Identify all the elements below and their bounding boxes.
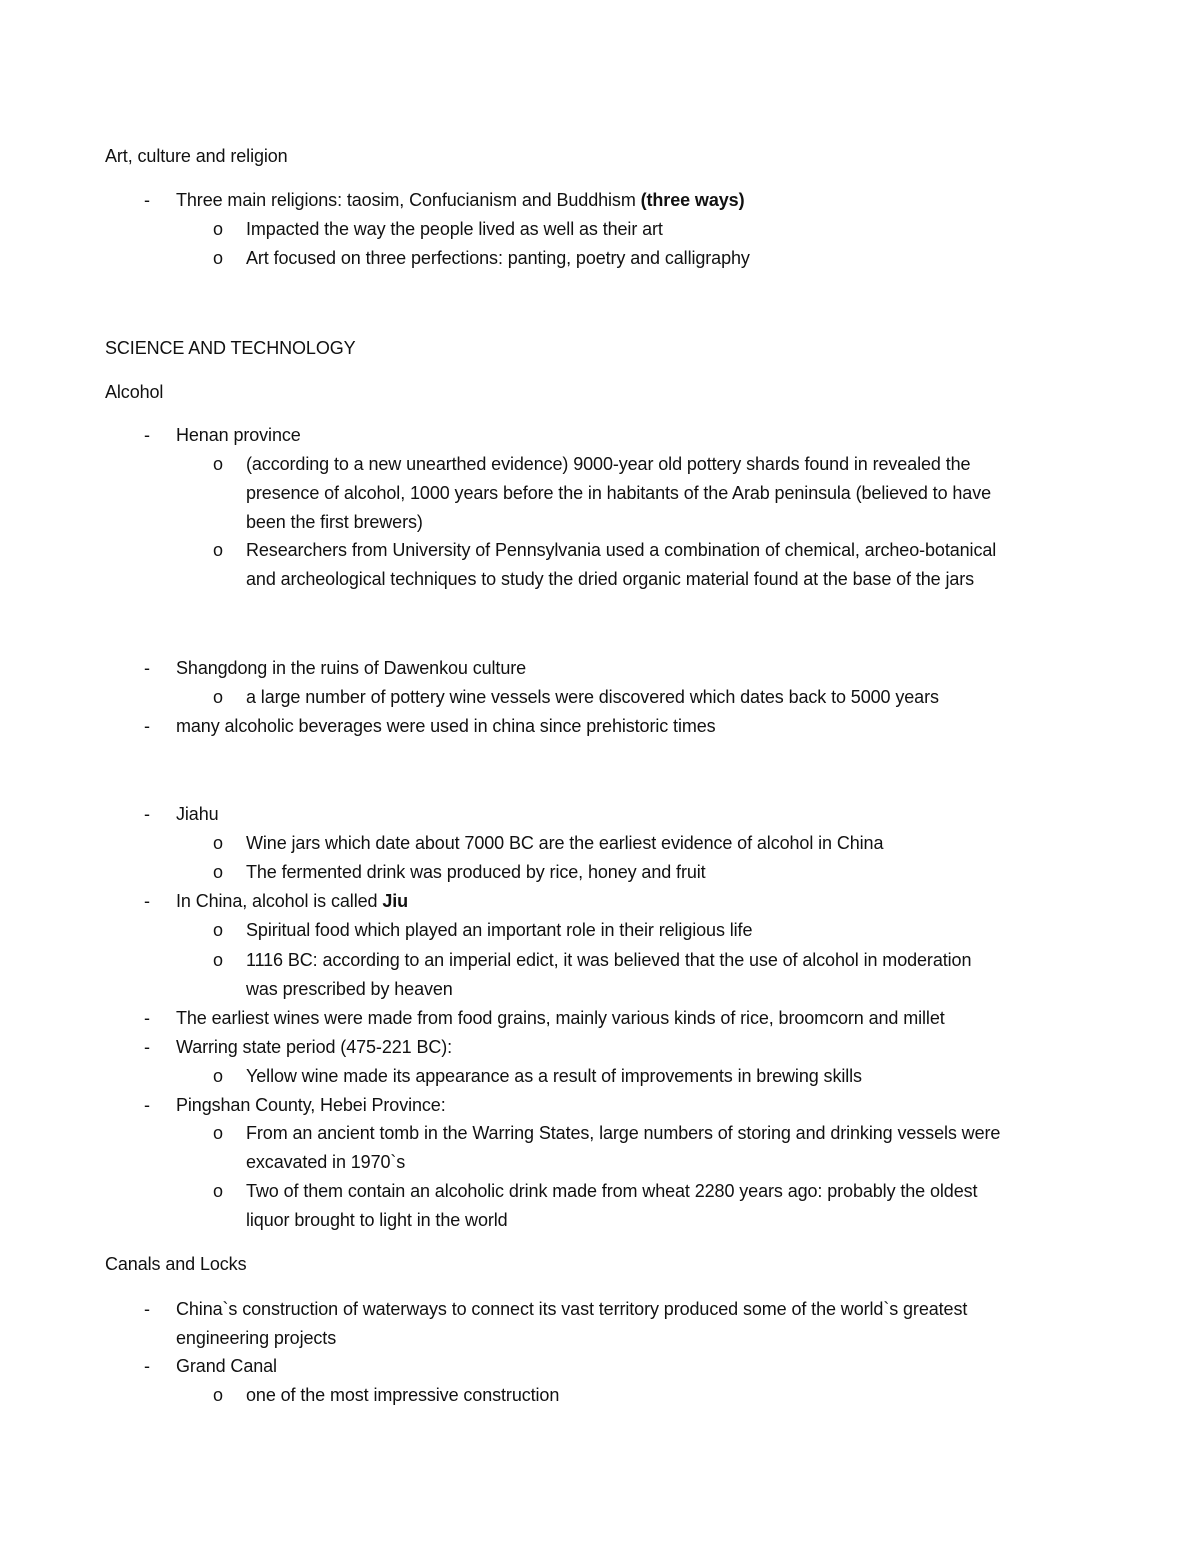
sub-bullet-o: o	[213, 1066, 224, 1086]
bullet-dash: -	[144, 658, 150, 678]
sub-bullet-o: o	[213, 1123, 224, 1143]
sub-bullet-text: one of the most impressive construction	[246, 1385, 560, 1405]
sub-bullet-text: Yellow wine made its appearance as a result of improvements in brewing skills	[246, 1066, 862, 1086]
bullet-dash: -	[144, 1008, 150, 1028]
sub-bullet-text-cont: liquor brought to light in the world	[246, 1210, 508, 1230]
sub-bullet-o: o	[213, 248, 224, 268]
bullet-text: many alcoholic beverages were used in china since prehistoric times	[176, 716, 716, 736]
bullet-dash: -	[144, 425, 150, 445]
sub-bullet-o: o	[213, 920, 224, 940]
sub-bullet-o: o	[213, 540, 224, 560]
bullet-dash: -	[144, 1037, 150, 1057]
sub-bullet-text: Spiritual food which played an important role in their religious life	[246, 920, 753, 940]
sub-bullet-o: o	[213, 950, 224, 970]
sub-bullet-o: o	[213, 219, 224, 239]
sub-bullet-text: The fermented drink was produced by rice, honey and fruit	[246, 862, 706, 882]
sub-bullet-text: Impacted the way the people lived as well as their art	[246, 219, 663, 239]
sub-bullet-text-cont: been the first brewers)	[246, 512, 423, 532]
sub-bullet-o: o	[213, 687, 224, 707]
bullet-text	[176, 890, 408, 912]
sub-bullet-text: a large number of pottery wine vessels were discovered which dates back to 5000 years	[246, 687, 939, 707]
sub-bullet-o: o	[213, 1385, 224, 1405]
bullet-dash: -	[144, 1095, 150, 1115]
sub-bullet-text-cont: presence of alcohol, 1000 years before the in habitants of the Arab peninsula (believed to have	[246, 483, 992, 503]
sub-bullet-o: o	[213, 454, 224, 474]
bullet-dash: -	[144, 891, 150, 911]
sub-bullet-text-cont: was prescribed by heaven	[246, 979, 453, 999]
bullet-dash: -	[144, 190, 150, 210]
bullet-dash: -	[144, 804, 150, 824]
sub-bullet-text: Two of them contain an alcoholic drink made from wheat 2280 years ago: probably the oldest	[246, 1181, 978, 1201]
sub-bullet-text: Wine jars which date about 7000 BC are the earliest evidence of alcohol in China	[246, 833, 884, 853]
bullet-text: Jiahu	[176, 804, 219, 824]
bullet-text-bold: Jiu	[382, 891, 409, 911]
sub-bullet-o: o	[213, 833, 224, 853]
bullet-text: Pingshan County, Hebei Province:	[176, 1095, 446, 1115]
bullet-dash: -	[144, 716, 150, 736]
bullet-text: China`s construction of waterways to connect its vast territory produced some of the world`s greatest	[176, 1299, 968, 1319]
section-heading-science: SCIENCE AND TECHNOLOGY	[105, 338, 356, 358]
bullet-text-cont: engineering projects	[176, 1328, 337, 1348]
subheading-canals: Canals and Locks	[105, 1254, 247, 1274]
bullet-dash: -	[144, 1356, 150, 1376]
sub-bullet-text: 1116 BC: according to an imperial edict, it was believed that the use of alcohol in moderation	[246, 950, 972, 970]
sub-bullet-text-cont: excavated in 1970`s	[246, 1152, 406, 1172]
sub-bullet-text: Art focused on three perfections: panting, poetry and calligraphy	[246, 248, 750, 268]
bullet-text-bold: (three ways)	[640, 190, 745, 210]
sub-bullet-o: o	[213, 862, 224, 882]
bullet-text-part: Three main religions: taosim, Confucianism and Buddhism	[176, 190, 641, 210]
sub-bullet-o: o	[213, 1181, 224, 1201]
bullet-text: Henan province	[176, 425, 301, 445]
bullet-text: Warring state period (475-221 BC):	[176, 1037, 453, 1057]
bullet-text: The earliest wines were made from food grains, mainly various kinds of rice, broomcorn and millet	[176, 1008, 945, 1028]
bullet-text	[176, 189, 744, 211]
sub-bullet-text: Researchers from University of Pennsylvania used a combination of chemical, archeo-botanical	[246, 540, 997, 560]
section-heading-art: Art, culture and religion	[105, 146, 288, 166]
sub-bullet-text-cont: and archeological techniques to study the dried organic material found at the base of the jars	[246, 569, 975, 589]
bullet-dash: -	[144, 1299, 150, 1319]
bullet-text: Grand Canal	[176, 1356, 277, 1376]
subheading-alcohol: Alcohol	[105, 382, 164, 402]
sub-bullet-text: From an ancient tomb in the Warring States, large numbers of storing and drinking vessels were	[246, 1123, 1001, 1143]
sub-bullet-text: (according to a new unearthed evidence) 9000-year old pottery shards found in revealed the	[246, 454, 971, 474]
bullet-text: Shangdong in the ruins of Dawenkou culture	[176, 658, 527, 678]
bullet-text-part: In China, alcohol is called	[176, 891, 383, 911]
